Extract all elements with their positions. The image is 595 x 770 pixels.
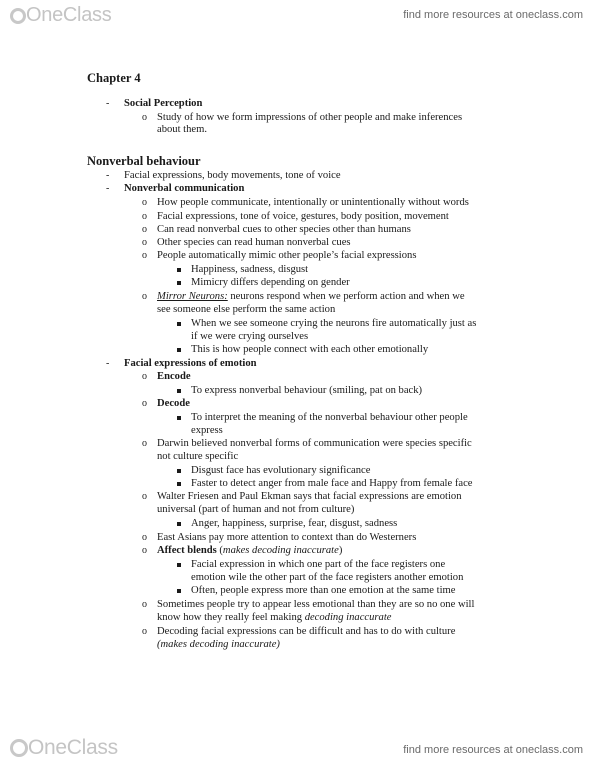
logo-ring-icon [10, 739, 28, 757]
square-bullet [177, 482, 181, 486]
text-line: Facial expressions, tone of voice, gestures, body position, movement [157, 211, 449, 222]
circle-bullet: o [142, 438, 147, 449]
text-line: about them. [157, 124, 208, 135]
decode-term: Decode [157, 398, 190, 409]
circle-bullet: o [142, 398, 147, 409]
text-span: neurons respond when we perform action and when we [227, 291, 465, 302]
circle-bullet: o [142, 211, 147, 222]
text-line: Study of how we form impressions of other people and make inferences [157, 112, 463, 123]
text-line: emotion wile the other part of the face registers another emotion [191, 572, 464, 583]
text-span: ) [338, 545, 343, 556]
text-line: When we see someone crying the neurons fire automatically just as [191, 318, 477, 329]
nonverbal-communication-term: Nonverbal communication [124, 183, 245, 194]
text-line: How people communicate, intentionally or unintentionally without words [157, 197, 469, 208]
dash-bullet: - [106, 98, 110, 109]
dash-bullet: - [106, 183, 110, 194]
text-line: Facial expressions, body movements, tone of voice [124, 170, 341, 181]
square-bullet [177, 563, 181, 567]
text-line: Facial expression in which one part of the face registers one [191, 559, 446, 570]
circle-bullet: o [142, 291, 147, 302]
square-bullet [177, 268, 181, 272]
text-line: To interpret the meaning of the nonverbal behaviour other people [191, 412, 468, 423]
text-line: Disgust face has evolutionary significance [191, 465, 371, 476]
text-line: Mimicry differs depending on gender [191, 277, 350, 288]
mirror-neurons-line [157, 291, 465, 303]
social-perception-term: Social Perception [124, 98, 203, 109]
square-bullet [177, 522, 181, 526]
text-line: This is how people connect with each other emotionally [191, 344, 429, 355]
square-bullet [177, 389, 181, 393]
text-line: Often, people express more than one emotion at the same time [191, 585, 456, 596]
encode-term: Encode [157, 371, 191, 382]
square-bullet [177, 589, 181, 593]
find-resources-link[interactable]: find more resources at oneclass.com [403, 744, 583, 756]
circle-bullet: o [142, 197, 147, 208]
square-bullet [177, 322, 181, 326]
dash-bullet: - [106, 358, 110, 369]
text-line: universal (part of human and not from culture) [157, 504, 355, 515]
text-span: ( [216, 545, 223, 556]
section-heading: Nonverbal behaviour [87, 154, 201, 168]
sometimes-line-2 [157, 612, 391, 624]
circle-bullet: o [142, 250, 147, 261]
mirror-neurons-term: Mirror Neurons: [157, 291, 228, 302]
square-bullet [177, 348, 181, 352]
square-bullet [177, 416, 181, 420]
italic-note: (makes decoding inaccurate) [157, 639, 280, 650]
text-line: not culture specific [157, 451, 239, 462]
italic-note: decoding inaccurate [304, 612, 392, 623]
circle-bullet: o [142, 545, 147, 556]
text-line: see someone else perform the same action [157, 304, 336, 315]
chapter-title: Chapter 4 [87, 71, 141, 85]
text-span: know how they really feel making [157, 612, 305, 623]
text-line: Other species can read human nonverbal cues [157, 237, 351, 248]
text-line: People automatically mimic other people’s facial expressions [157, 250, 417, 261]
text-line: Walter Friesen and Paul Ekman says that facial expressions are emotion [157, 491, 462, 502]
italic-note: makes decoding inaccurate [222, 545, 339, 556]
text-line: Sometimes people try to appear less emotional than they are so no one will [157, 599, 475, 610]
find-resources-link[interactable]: find more resources at oneclass.com [403, 9, 583, 21]
square-bullet [177, 281, 181, 285]
square-bullet [177, 469, 181, 473]
circle-bullet: o [142, 224, 147, 235]
circle-bullet: o [142, 626, 147, 637]
logo-text: OneClass [28, 736, 118, 759]
text-line: if we were crying ourselves [191, 331, 309, 342]
circle-bullet: o [142, 237, 147, 248]
facial-expressions-term: Facial expressions of emotion [124, 358, 257, 369]
text-line: Darwin believed nonverbal forms of communication were species specific [157, 438, 472, 449]
circle-bullet: o [142, 532, 147, 543]
circle-bullet: o [142, 599, 147, 610]
circle-bullet: o [142, 371, 147, 382]
text-line: Faster to detect anger from male face and Happy from female face [191, 478, 473, 489]
text-line: East Asians pay more attention to context than do Westerners [157, 532, 417, 543]
text-line: Happiness, sadness, disgust [191, 264, 309, 275]
logo-text: OneClass [26, 4, 112, 26]
circle-bullet: o [142, 112, 147, 123]
text-line: To express nonverbal behaviour (smiling, pat on back) [191, 385, 423, 396]
dash-bullet: - [106, 170, 110, 181]
text-line: Can read nonverbal cues to other species other than humans [157, 224, 411, 235]
text-line: Anger, happiness, surprise, fear, disgust, sadness [191, 518, 398, 529]
text-line: express [191, 425, 223, 436]
text-line: Decoding facial expressions can be difficult and has to do with culture [157, 626, 456, 637]
affect-blends-term: Affect blends [157, 545, 217, 556]
affect-blends-line [157, 545, 342, 557]
oneclass-logo[interactable] [10, 736, 118, 760]
circle-bullet: o [142, 491, 147, 502]
